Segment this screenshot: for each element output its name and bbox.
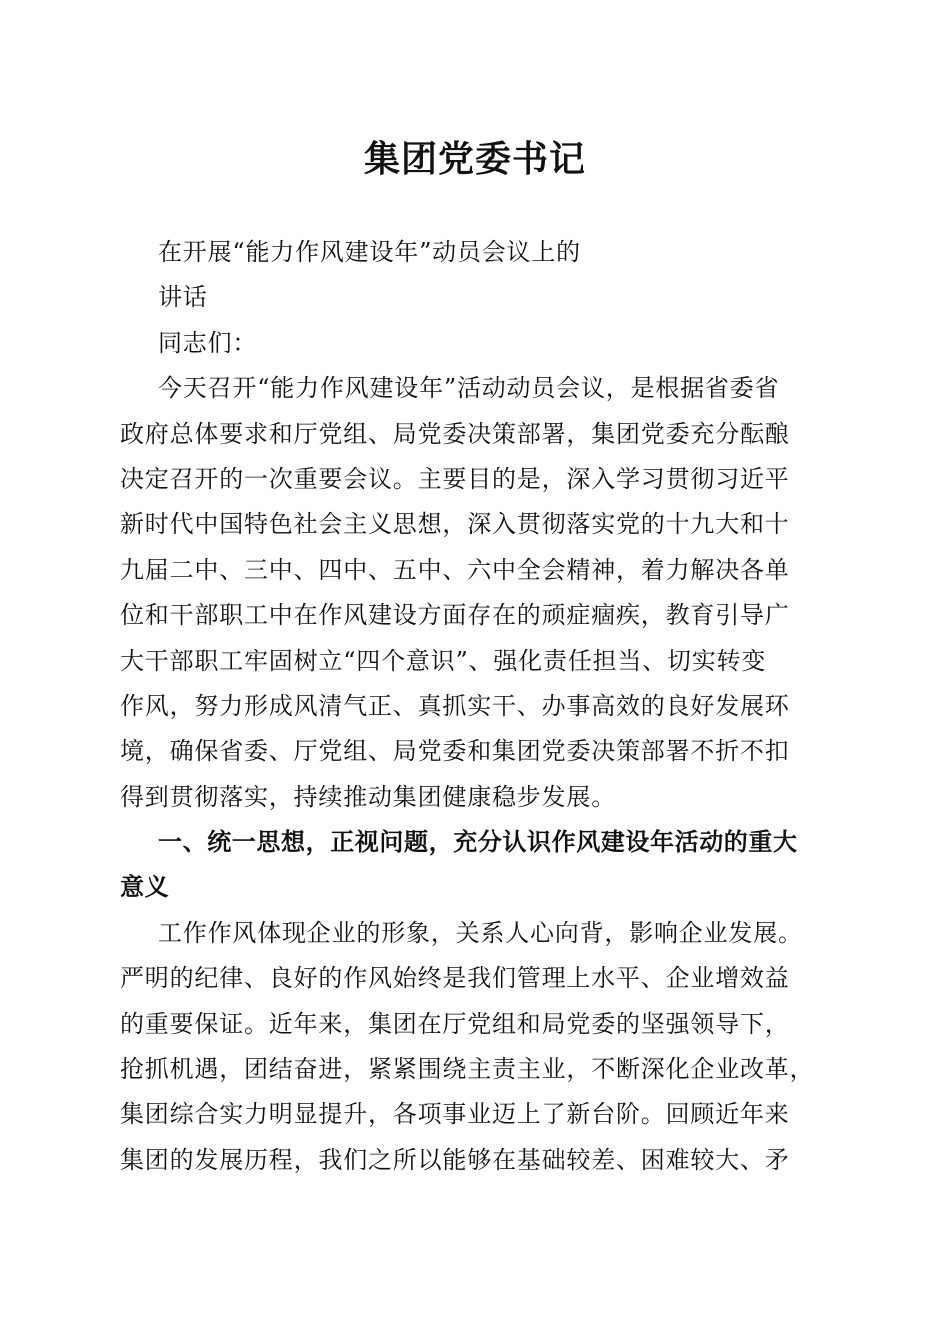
text-line: 今天召开“能力作风建设年”活动动员会议，是根据省委省 [158,374,780,403]
text-line: 抢抓机遇，团结奋进，紧紧围绕主责主业，不断深化企业改革， [120,1055,815,1084]
document-title: 集团党委书记 [363,138,586,180]
section-heading-line: 一、统一思想，正视问题，充分认识作风建设年活动的重大 [158,828,798,857]
section-heading-line: 意义 [120,873,170,902]
document-body [120,230,832,1183]
text-line: 境，确保省委、厅党组、局党委和集团党委决策部署不折不扣 [120,737,790,766]
text-line: 决定召开的一次重要会议。主要目的是，深入学习贯彻习近平 [120,464,790,493]
text-line: 工作作风体现企业的形象，关系人心向背，影响企业发展。 [158,918,803,947]
text-line: 大干部职工牢固树立“四个意识”、强化责任担当、切实转变 [120,646,767,675]
text-line: 严明的纪律、良好的作风始终是我们管理上水平、企业增效益 [120,964,790,993]
text-line: 作风，努力形成风清气正、真抓实干、办事高效的良好发展环 [120,691,790,720]
text-line: 位和干部职工中在作风建设方面存在的顽症痼疾，教育引导广 [120,601,790,630]
text-line: 的重要保证。近年来，集团在厅党组和局党委的坚强领导下， [120,1009,790,1038]
text-line: 讲话 [158,283,208,312]
text-line: 同志们： [158,328,258,357]
text-line: 集团的发展历程，我们之所以能够在基础较差、困难较大、矛 [120,1145,790,1174]
text-line: 九届二中、三中、四中、五中、六中全会精神，着力解决各单 [120,555,790,584]
text-line: 得到贯彻落实，持续推动集团健康稳步发展。 [120,782,616,811]
text-line: 政府总体要求和厅党组、局党委决策部署，集团党委充分酝酿 [120,419,790,448]
text-line: 在开展“能力作风建设年”动员会议上的 [158,238,581,266]
text-line: 集团综合实力明显提升，各项事业迈上了新台阶。回顾近年来 [120,1100,790,1129]
text-line: 新时代中国特色社会主义思想，深入贯彻落实党的十九大和十 [120,510,790,539]
